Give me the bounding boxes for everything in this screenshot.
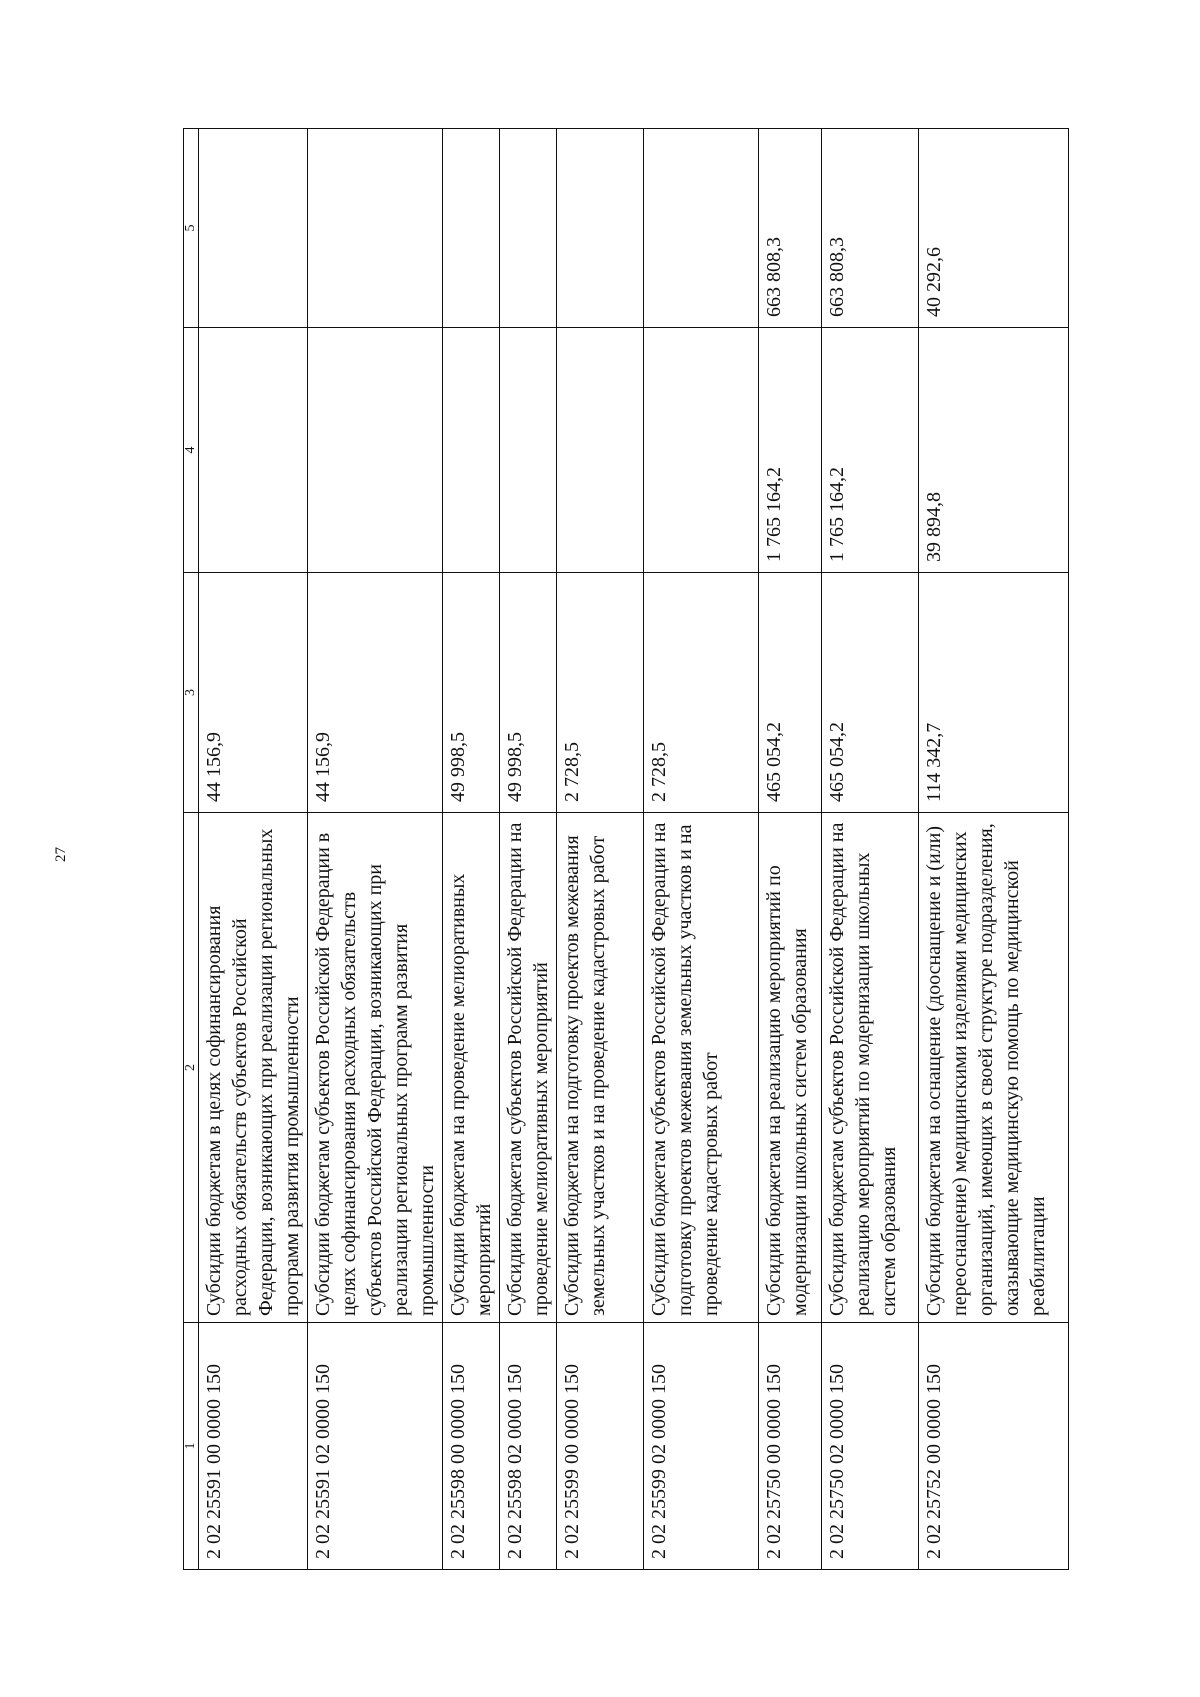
item-description: Субсидии бюджетам субъектов Российской Федерации на проведение мелиоративных мероприятий (500, 813, 557, 1323)
item-description: Субсидии бюджетам на проведение мелиоративных мероприятий (443, 813, 500, 1323)
amount-col3: 44 156,9 (308, 573, 443, 813)
amount-col4: 1 765 164,2 (822, 328, 919, 573)
table-row (759, 129, 822, 1570)
amount-col3: 465 054,2 (822, 573, 919, 813)
budget-code: 2 02 25591 00 0000 150 (199, 1323, 308, 1570)
column-number: 2 (184, 813, 199, 1323)
amount-col5 (308, 129, 443, 328)
budget-code: 2 02 25598 00 0000 150 (443, 1323, 500, 1570)
table-row (199, 129, 308, 1570)
column-number-row (184, 129, 199, 1570)
budget-code: 2 02 25599 02 0000 150 (644, 1323, 759, 1570)
amount-col5: 40 292,6 (919, 129, 1069, 328)
table-row (443, 129, 500, 1570)
column-number: 1 (184, 1323, 199, 1570)
page-number: 27 (53, 847, 69, 862)
item-description: Субсидии бюджетам на подготовку проектов межевания земельных участков и на проведение кадастровых работ (557, 813, 644, 1323)
table-row (919, 129, 1069, 1570)
amount-col4 (644, 328, 759, 573)
amount-col3: 2 728,5 (557, 573, 644, 813)
item-description: Субсидии бюджетам в целях софинансирования расходных обязательств субъектов Российской Федерации, возникающих при реализации региональных программ развития промышленности (199, 813, 308, 1323)
amount-col3: 49 998,5 (443, 573, 500, 813)
budget-code: 2 02 25750 02 0000 150 (822, 1323, 919, 1570)
column-number: 3 (184, 573, 199, 813)
amount-col4 (199, 328, 308, 573)
item-description: Субсидии бюджетам субъектов Российской Федерации на подготовку проектов межевания земельных участков и на проведение кадастровых работ (644, 813, 759, 1323)
amount-col3: 114 342,7 (919, 573, 1069, 813)
amount-col4: 1 765 164,2 (759, 328, 822, 573)
amount-col5 (443, 129, 500, 328)
amount-col5: 663 808,3 (822, 129, 919, 328)
budget-code: 2 02 25599 00 0000 150 (557, 1323, 644, 1570)
table-row (644, 129, 759, 1570)
item-description: Субсидии бюджетам субъектов Российской Федерации на реализацию мероприятий по модернизации школьных систем образования (822, 813, 919, 1323)
table-row (557, 129, 644, 1570)
budget-code: 2 02 25750 00 0000 150 (759, 1323, 822, 1570)
budget-code: 2 02 25752 00 0000 150 (919, 1323, 1069, 1570)
budget-revenue-table (183, 128, 1069, 1570)
budget-code: 2 02 25591 02 0000 150 (308, 1323, 443, 1570)
item-description: Субсидии бюджетам на реализацию мероприятий по модернизации школьных систем образования (759, 813, 822, 1323)
amount-col3: 49 998,5 (500, 573, 557, 813)
amount-col5: 663 808,3 (759, 129, 822, 328)
item-description: Субсидии бюджетам на оснащение (дооснащение и (или) переоснащение) медицинскими изделиями медицинских организаций, имеющих в своей структуре подразделения, оказывающие медицинскую помощь по медицинской реабилитации (919, 813, 1069, 1323)
amount-col4 (500, 328, 557, 573)
amount-col5 (557, 129, 644, 328)
amount-col5 (500, 129, 557, 328)
rotated-table-container (183, 129, 1125, 1570)
amount-col4 (557, 328, 644, 573)
table-row (308, 129, 443, 1570)
table-row (822, 129, 919, 1570)
column-number: 4 (184, 328, 199, 573)
table-row (500, 129, 557, 1570)
budget-code: 2 02 25598 02 0000 150 (500, 1323, 557, 1570)
item-description: Субсидии бюджетам субъектов Российской Федерации в целях софинансирования расходных обязательств субъектов Российской Федерации, возникающих при реализации региональных программ развития промышленности (308, 813, 443, 1323)
amount-col3: 2 728,5 (644, 573, 759, 813)
amount-col5 (199, 129, 308, 328)
column-number: 5 (184, 129, 199, 328)
amount-col4 (308, 328, 443, 573)
amount-col5 (644, 129, 759, 328)
amount-col3: 44 156,9 (199, 573, 308, 813)
amount-col4: 39 894,8 (919, 328, 1069, 573)
amount-col3: 465 054,2 (759, 573, 822, 813)
amount-col4 (443, 328, 500, 573)
